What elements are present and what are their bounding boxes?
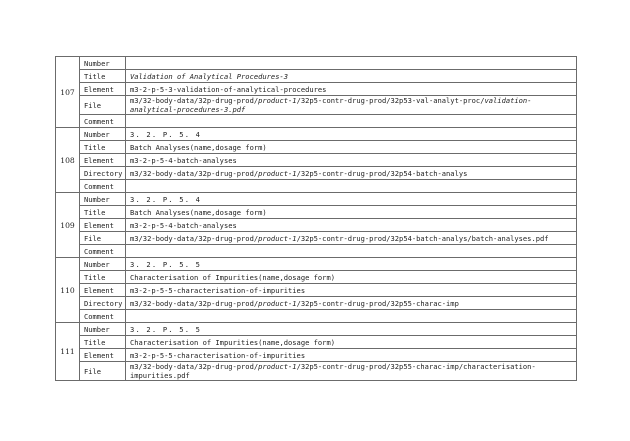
field-label-title: Title — [80, 141, 126, 154]
field-label-title: Title — [80, 336, 126, 349]
field-value-element: m3-2-p-5-5-characterisation-of-impurities — [126, 284, 577, 297]
table-row — [56, 284, 577, 297]
field-label-comment: Comment — [80, 310, 126, 323]
field-value-element: m3-2-p-5-4-batch-analyses — [126, 219, 577, 232]
field-value-number — [126, 57, 577, 70]
entry-number: 110 — [56, 258, 80, 323]
field-value-comment — [126, 180, 577, 193]
field-value-comment — [126, 115, 577, 128]
ectd-structure-table — [55, 56, 577, 381]
field-value-number: 3. 2. P. 5. 5 — [126, 323, 577, 336]
field-value-title: Characterisation of Impurities(name,dosage form) — [126, 271, 577, 284]
field-value-directory — [126, 297, 577, 310]
file-path-product: product-1 — [258, 233, 297, 243]
field-label-file: File — [80, 232, 126, 245]
field-value-title: Validation of Analytical Procedures-3 — [126, 70, 577, 83]
table-row — [56, 154, 577, 167]
table-row — [56, 349, 577, 362]
field-label-number: Number — [80, 57, 126, 70]
table-row — [56, 336, 577, 349]
field-value-title: Characterisation of Impurities(name,dosage form) — [126, 336, 577, 349]
field-label-number: Number — [80, 323, 126, 336]
field-value-number: 3. 2. P. 5. 5 — [126, 258, 577, 271]
field-label-file: File — [80, 362, 126, 381]
field-value-element: m3-2-p-5-3-validation-of-analytical-procedures — [126, 83, 577, 96]
field-label-title: Title — [80, 70, 126, 83]
field-value-number: 3. 2. P. 5. 4 — [126, 128, 577, 141]
field-value-comment — [126, 245, 577, 258]
file-path-product: product-1 — [258, 362, 297, 371]
dir-path-product: product-1 — [258, 298, 297, 308]
table-row — [56, 362, 577, 381]
file-path-segment: m3/32-body-data/32p-drug-prod/ — [130, 362, 259, 371]
file-path-segment: /32p5-contr-drug-prod/32p54-batch-analys/batch-analyses.pdf — [296, 233, 549, 243]
field-label-element: Element — [80, 154, 126, 167]
table-row — [56, 258, 577, 271]
field-label-comment: Comment — [80, 245, 126, 258]
field-label-number: Number — [80, 193, 126, 206]
file-path-segment: m3/32-body-data/32p-drug-prod/ — [130, 233, 259, 243]
table-row — [56, 206, 577, 219]
table-row — [56, 193, 577, 206]
field-value-element: m3-2-p-5-5-characterisation-of-impurities — [126, 349, 577, 362]
field-label-number: Number — [80, 128, 126, 141]
table-row — [56, 115, 577, 128]
dir-path-segment: /32p5-contr-drug-prod/32p55-charac-imp — [296, 298, 459, 308]
field-label-title: Title — [80, 271, 126, 284]
dir-path-segment: m3/32-body-data/32p-drug-prod/ — [130, 168, 259, 178]
table-row — [56, 70, 577, 83]
field-label-directory: Directory — [80, 167, 126, 180]
file-path-segment: m3/32-body-data/32p-drug-prod/ — [130, 96, 259, 105]
field-value-file — [126, 96, 577, 115]
field-value-title: Batch Analyses(name,dosage form) — [126, 206, 577, 219]
dir-path-product: product-1 — [258, 168, 297, 178]
file-path-product: product-1 — [258, 96, 297, 105]
table-row — [56, 83, 577, 96]
file-path-segment: /32p5-contr-drug-prod/32p55-charac-imp/characterisation-impurities.pdf — [130, 362, 536, 380]
field-label-element: Element — [80, 83, 126, 96]
field-value-number: 3. 2. P. 5. 4 — [126, 193, 577, 206]
table-row — [56, 96, 577, 115]
table-row — [56, 167, 577, 180]
field-value-title: Batch Analyses(name,dosage form) — [126, 141, 577, 154]
field-label-element: Element — [80, 284, 126, 297]
field-value-element: m3-2-p-5-4-batch-analyses — [126, 154, 577, 167]
field-value-file — [126, 232, 577, 245]
table-row — [56, 219, 577, 232]
field-label-element: Element — [80, 219, 126, 232]
field-label-comment: Comment — [80, 180, 126, 193]
file-path-filename: validation-analytical-procedures-3.pdf — [130, 96, 532, 114]
field-value-file — [126, 362, 577, 381]
dir-path-segment: m3/32-body-data/32p-drug-prod/ — [130, 298, 259, 308]
field-label-file: File — [80, 96, 126, 115]
table-row — [56, 297, 577, 310]
table-row — [56, 141, 577, 154]
table-row — [56, 180, 577, 193]
entry-number: 108 — [56, 128, 80, 193]
table-row — [56, 128, 577, 141]
entry-number: 109 — [56, 193, 80, 258]
field-label-title: Title — [80, 206, 126, 219]
file-path-segment: /32p5-contr-drug-prod/32p53-val-analyt-proc/ — [296, 96, 485, 105]
entry-number: 107 — [56, 57, 80, 128]
table-row — [56, 57, 577, 70]
entry-number: 111 — [56, 323, 80, 381]
field-label-directory: Directory — [80, 297, 126, 310]
field-label-number: Number — [80, 258, 126, 271]
table-row — [56, 323, 577, 336]
table-row — [56, 245, 577, 258]
field-label-element: Element — [80, 349, 126, 362]
field-label-comment: Comment — [80, 115, 126, 128]
dir-path-segment: /32p5-contr-drug-prod/32p54-batch-analys — [296, 168, 468, 178]
field-value-directory — [126, 167, 577, 180]
field-value-comment — [126, 310, 577, 323]
table-row — [56, 271, 577, 284]
table-row — [56, 232, 577, 245]
table-row — [56, 310, 577, 323]
